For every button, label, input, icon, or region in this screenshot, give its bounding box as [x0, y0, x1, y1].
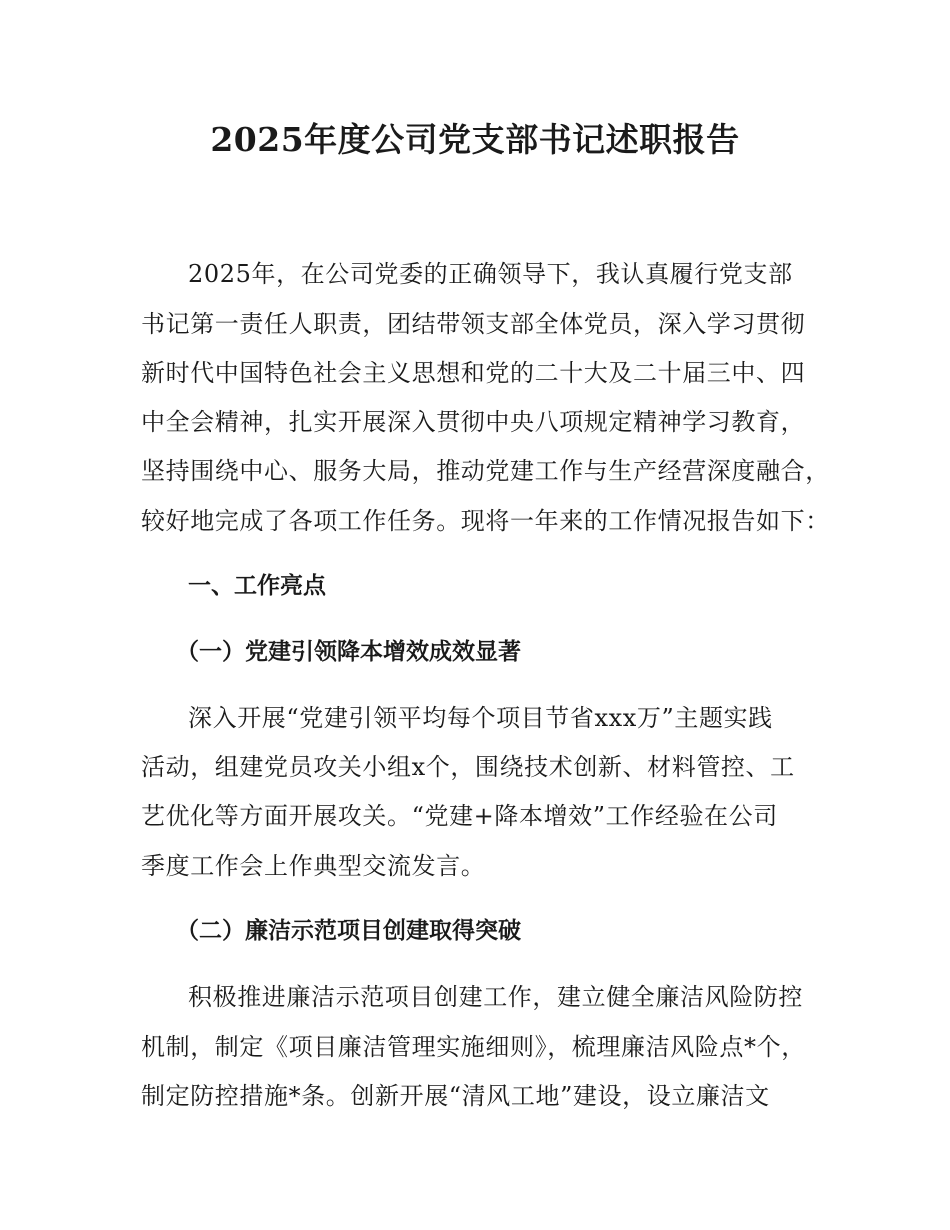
- subsection1-line-4: 季度工作会上作典型交流发言。: [141, 852, 486, 880]
- intro-line-6: 较好地完成了各项工作任务。现将一年来的工作情况报告如下：: [141, 507, 830, 535]
- intro-line-3: 新时代中国特色社会主义思想和党的二十大及二十届三中、四: [141, 359, 806, 387]
- intro-line-4: 中全会精神，扎实开展深入贯彻中央八项规定精神学习教育，: [141, 408, 806, 436]
- subsection2-line-1: 积极推进廉洁示范项目创建工作，建立健全廉洁风险防控: [188, 983, 803, 1011]
- subsection2-line-2: 机制，制定《项目廉洁管理实施细则》，梳理廉洁风险点*个，: [141, 1033, 806, 1061]
- section-heading-1: 一、工作亮点: [188, 573, 326, 599]
- intro-line-1: 2025年，在公司党委的正确领导下，我认真履行党支部: [188, 260, 793, 288]
- subsection1-line-3: 艺优化等方面开展攻关。“党建+降本增效”工作经验在公司: [141, 802, 778, 830]
- subsection-heading-2: （二）廉洁示范项目创建取得突破: [176, 918, 521, 944]
- intro-line-2: 书记第一责任人职责，团结带领支部全体党员，深入学习贯彻: [141, 310, 806, 338]
- subsection1-line-1: 深入开展“党建引领平均每个项目节省xxx万”主题实践: [188, 704, 773, 732]
- intro-line-5: 坚持围绕中心、服务大局，推动党建工作与生产经营深度融合，: [141, 457, 830, 485]
- subsection2-line-3: 制定防控措施*条。创新开展“清风工地”建设，设立廉洁文: [141, 1082, 770, 1110]
- subsection-heading-1: （一）党建引领降本增效成效显著: [176, 639, 521, 665]
- document-title: 2025年度公司党支部书记述职报告: [210, 120, 740, 159]
- subsection1-line-2: 活动，组建党员攻关小组x个，围绕技术创新、材料管控、工: [141, 753, 795, 781]
